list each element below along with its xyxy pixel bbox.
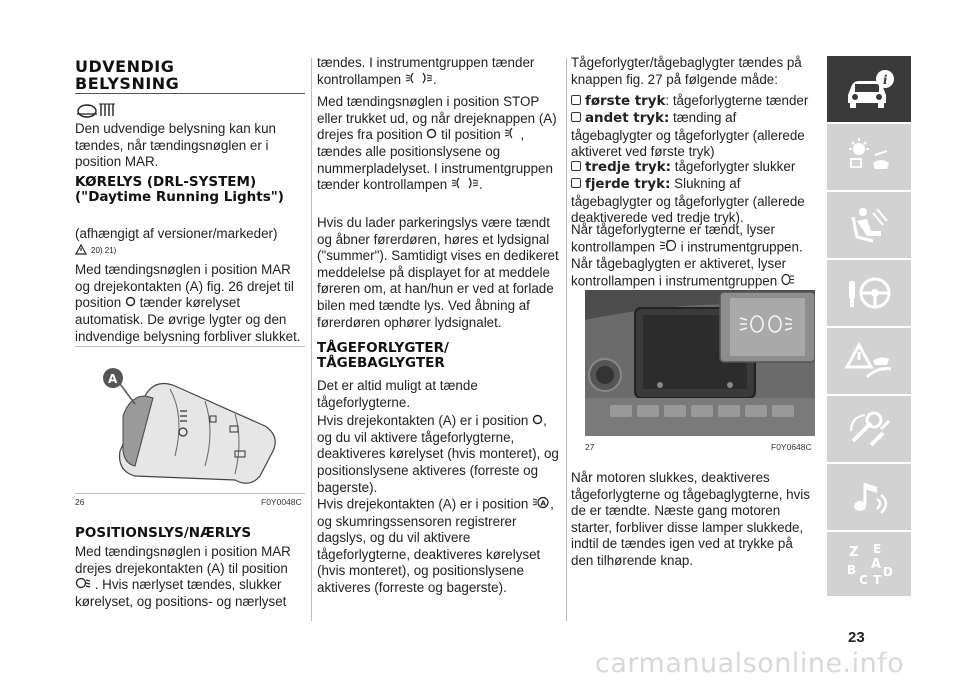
- col3-p2-a: Når tågeforlygterne er tændt, lyser kontrollampen: [571, 222, 775, 254]
- drl-text-b: tænder kørelyset automatisk. De øvrige lygter og den indvendige belysning forbliver slukket.: [75, 295, 301, 344]
- front-fog-light-icon: [659, 239, 677, 257]
- figure-26-number: 26: [75, 497, 85, 507]
- alphabet-index-icon: [843, 542, 895, 586]
- fog-heading-line-1: TÅGEFORLYGTER/: [317, 340, 449, 356]
- figure-label-a: A: [108, 372, 118, 386]
- col2-p1: [317, 55, 560, 88]
- drl-position-icon-2: [532, 413, 543, 430]
- drl-heading: KØRELYS (DRL-SYSTEM) ("Daytime Running Lights"): [75, 174, 284, 205]
- index-letter: C: [859, 573, 868, 586]
- pos-text-a: Med tændingsnøglen i position MAR drejes drejekontakten (A) til position: [75, 544, 291, 576]
- tab-multimedia[interactable]: [827, 464, 911, 532]
- col2-p1-a: tændes. I instrumentgruppen tænder kontrollampen: [317, 55, 535, 87]
- tab-dashboard-lights[interactable]: [827, 124, 911, 192]
- tab-service-tools[interactable]: [827, 396, 911, 464]
- col2-p2-c: , tændes alle positionslysene og nummerpladelyset. I instrumentgruppen tænder kontrollampen: [317, 127, 553, 193]
- col2-p3: Hvis du lader parkeringslys være tændt og åbner førerdøren, høres et lydsignal ("summer"). Samtidigt vises en dedikeret meddelelse på displayet for at meddele føreren om, at han/hun er ved at forlade bilen med tændte lys. Ved åbning af førerdøren ophører lydsignalet.: [317, 215, 559, 330]
- fog-heading-line-2: TÅGEBAGLYGTER: [317, 355, 445, 371]
- bullet-first-press: [571, 93, 816, 111]
- auto-lights-icon: [532, 496, 550, 514]
- bullet-fourth-press: [571, 176, 816, 227]
- bullet-icon: [571, 95, 581, 105]
- warning-refs: [75, 244, 116, 257]
- positionslys-text: [75, 544, 307, 611]
- bullet-2-text: tænding af tågebaglygter og tågeforlygter (allerede aktiveret ved første tryk): [571, 110, 805, 160]
- figure-bottom-rule: [75, 493, 305, 494]
- figure-27-code: F0Y0648C: [771, 442, 812, 452]
- heading-rule: [75, 93, 305, 94]
- bullet-icon: [571, 161, 581, 171]
- col2-p4: Det er altid muligt at tænde tågeforlygterne.: [317, 378, 478, 410]
- bullet-4-label: fjerde tryk:: [585, 177, 671, 192]
- col2-p5: [317, 413, 560, 496]
- bullet-2-label: andet tryk:: [585, 111, 670, 126]
- off-position-icon: [426, 127, 437, 144]
- index-letter: B: [847, 563, 857, 577]
- col3-p3: Når motoren slukkes, deaktiveres tågeforlygterne og tågebaglygterne, hvis de er tændte. Næste gang motoren starter, forbliver disse lamper slukkede, indtil de tændes igen ved at trykke på den tilhørende knap.: [571, 470, 810, 568]
- svg-text:i: i: [883, 73, 888, 87]
- drl-position-icon: [125, 295, 136, 312]
- watermark: carmanualsonline.info: [595, 648, 905, 679]
- steering-key-icon: [843, 271, 895, 315]
- bullet-1-label: første tryk: [585, 94, 666, 109]
- bullet-1-text: : tågeforlygterne tænder: [665, 93, 809, 108]
- tab-warning-road[interactable]: [827, 328, 911, 396]
- col2-p2-b: til position: [441, 127, 501, 143]
- bullet-third-press: [571, 159, 816, 177]
- seat-airbag-icon: [843, 203, 895, 247]
- drl-note: (afhængigt af versioner/markeder): [75, 226, 278, 241]
- col3-p2-b: i instrumentgruppen. Når tågebaglygten er aktiveret, lyser kontrollampen i instrumentgruppen: [571, 238, 803, 289]
- position-lights-icon-2: [504, 127, 520, 144]
- bullet-3-label: tredje tryk:: [585, 160, 671, 175]
- multimedia-icon: [843, 475, 895, 519]
- figure-26-code: F0Y0048C: [261, 497, 302, 507]
- figure-top-rule: [75, 346, 305, 347]
- col2-p2-d: .: [479, 177, 483, 193]
- positionslys-heading: POSITIONSLYS/NÆRLYS: [75, 525, 252, 541]
- col2-p6-b: , og skumringssensoren registrerer dagslys, og du vil aktivere tågeforlygterne, deaktiveres kørelyset (hvis monteret), og positionslysene aktiveres (forreste og bagerste).: [317, 496, 554, 595]
- rear-fog-light-icon: [781, 273, 795, 291]
- col2-p2: [317, 94, 560, 194]
- position-lights-icon-3: [451, 177, 479, 194]
- tab-steering-key[interactable]: [827, 260, 911, 328]
- heading-line-2: BELYSNING: [75, 74, 180, 93]
- index-letter: A: [871, 557, 882, 572]
- light-bulb-icon: [75, 100, 121, 123]
- low-beam-icon: [75, 577, 91, 594]
- intro-text: Den udvendige belysning kan kun tændes, når tændingsnøglen er i position MAR.: [75, 121, 277, 170]
- warning-triangle-icon: [75, 244, 87, 257]
- chapter-index-sidebar: [827, 56, 911, 598]
- bullet-icon: [571, 178, 581, 188]
- dashboard-fog-button-figure: [585, 290, 815, 436]
- tab-alphabet-index[interactable]: [827, 532, 911, 598]
- index-letter: D: [883, 565, 893, 579]
- tab-seat-airbag[interactable]: [827, 192, 911, 260]
- bullet-icon: [571, 112, 581, 122]
- page-number: 23: [848, 629, 865, 646]
- tab-car-info[interactable]: [827, 56, 911, 124]
- index-letter: Z: [849, 545, 859, 560]
- drl-text-a: Med tændingsnøglen i position MAR og drejekontakten (A) fig. 26 drejet til position: [75, 262, 294, 311]
- figure-27-number: 27: [585, 442, 595, 452]
- pos-text-b: . Hvis nærlyset tændes, slukker kørelyset, og positions- og nærlyset: [75, 577, 287, 609]
- section-title-udvendig-belysning: [75, 58, 179, 92]
- col2-p5-a: Hvis drejekontakten (A) er i position: [317, 413, 529, 428]
- warning-road-icon: [843, 339, 895, 383]
- col2-p2-a: Med tændingsnøglen i position STOP eller trukket ud, og når drejeknappen (A) drejes fra position: [317, 94, 557, 143]
- bullet-4-text: Slukning af tågebaglygter og tågeforlygter (allerede deaktiverede ved tredje tryk).: [571, 176, 805, 226]
- col2-p6-a: Hvis drejekontakten (A) er i position: [317, 496, 529, 512]
- svg-text:A: A: [540, 499, 547, 508]
- col2-p1-b: .: [432, 71, 437, 87]
- drl-text: [75, 262, 307, 345]
- car-info-icon: [843, 67, 895, 111]
- column-divider-1: [311, 58, 312, 621]
- col2-p5-b: , og du vil aktivere tågeforlygterne, deaktiveres kørelyset (hvis monteret), og positionslysene aktiveres (forreste og bagerste).: [317, 413, 559, 495]
- col2-p6: [317, 496, 560, 597]
- bullet-second-press: [571, 110, 816, 161]
- warning-ref-numbers: 20) 21): [91, 246, 117, 255]
- dashboard-lights-icon: [843, 135, 895, 179]
- fog-lights-heading: [317, 341, 449, 371]
- stalk-switch-figure: [75, 356, 305, 491]
- service-tools-icon: [843, 407, 895, 451]
- index-letter: T: [873, 573, 882, 586]
- bullet-3-text: tågeforlygter slukker: [671, 159, 796, 174]
- col3-p1: Tågeforlygter/tågebaglygter tændes på knappen fig. 27 på følgende måde:: [571, 55, 802, 87]
- position-lights-icon: [405, 72, 433, 89]
- col3-p2: [571, 222, 816, 290]
- heading-line-1: UDVENDIG: [75, 57, 175, 76]
- column-divider-2: [566, 58, 567, 621]
- index-letter: E: [873, 542, 882, 556]
